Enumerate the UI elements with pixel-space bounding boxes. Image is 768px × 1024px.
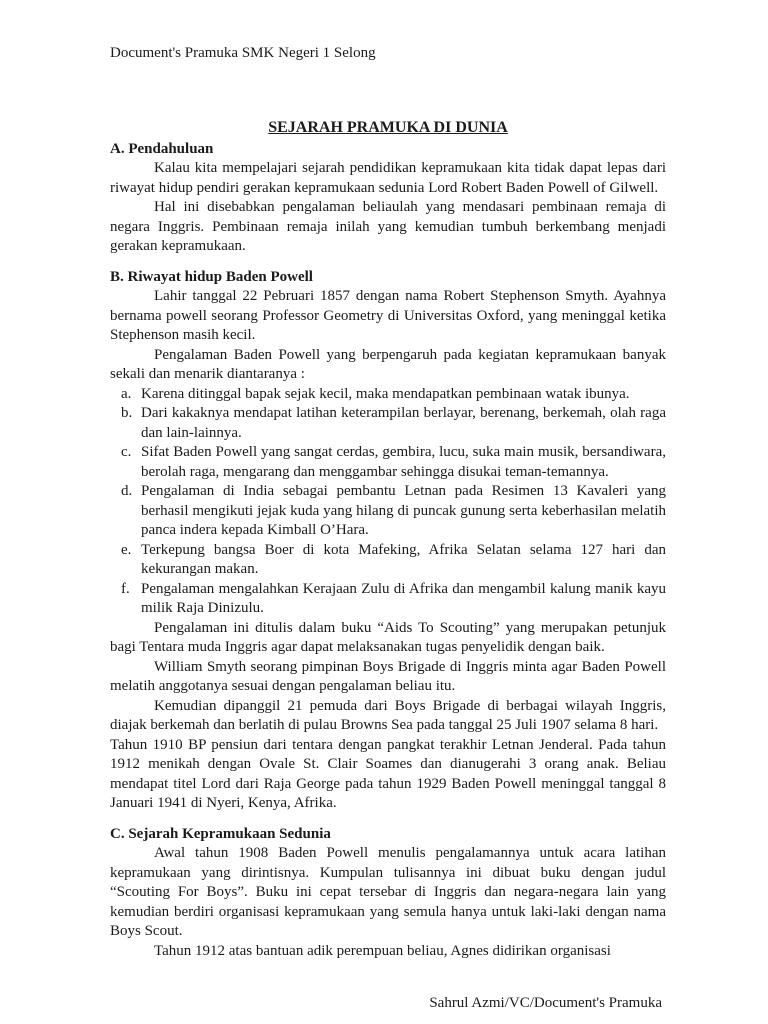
list-item-label: b. <box>121 405 133 421</box>
list-item-label: c. <box>121 444 132 460</box>
list-item <box>110 404 666 443</box>
experience-list <box>110 385 666 619</box>
list-item <box>110 482 666 541</box>
section-b-paragraph-1: Lahir tanggal 22 Pebruari 1857 dengan nama Robert Stephenson Smyth. Ayahnya bernama powell seorang Professor Geometry di Universitas Oxford, yang meninggal ketika Stephenson masih kecil. <box>110 288 666 343</box>
list-item-label: a. <box>121 385 132 402</box>
section-a-paragraph-1: Kalau kita mempelajari sejarah pendidikan kepramukaan kita tidak dapat lepas dari riwayat hidup pendiri gerakan kepramukaan sedunia Lord Robert Baden Powell of Gilwell. <box>110 160 666 196</box>
list-item <box>110 580 666 619</box>
page-footer: Sahrul Azmi/VC/Document's Pramuka <box>429 995 662 1011</box>
list-item-label: d. <box>121 483 133 499</box>
list-item-label: f. <box>121 580 130 597</box>
section-a-heading: A. Pendahuluan <box>110 140 214 157</box>
list-item-text: Pengalaman di India sebagai pembantu Letnan pada Resimen 13 Kavaleri yang berhasil mengikuti jejak kuda yang hilang di puncak gunung serta keberhasilan melatih panca indera kepada Kimball O’Hara. <box>141 483 666 538</box>
list-item-text: Sifat Baden Powell yang sangat cerdas, gembira, lucu, suka main musik, bersandiwara, berolah raga, mengarang dan menggambar sehingga disukai teman-temannya. <box>141 444 666 480</box>
section-b-paragraph-4: William Smyth seorang pimpinan Boys Brigade di Inggris minta agar Baden Powell melatih anggotanya sesuai dengan pengalaman beliau itu. <box>110 658 666 694</box>
section-b-paragraph-6: Tahun 1910 BP pensiun dari tentara dengan pangkat terakhir Letnan Jenderal. Pada tahun 1912 menikah dengan Ovale St. Clair Soames dan dianugerahi 3 orang anak. Beliau mendapat titel Lord dari Raja George pada tahun 1929 Baden Powell meninggal tanggal 8 Januari 1941 di Nyeri, Kenya, Afrika. <box>110 736 666 811</box>
page-header: Document's Pramuka SMK Negeri 1 Selong <box>110 45 376 61</box>
list-item <box>110 385 666 405</box>
list-item-label: e. <box>121 541 132 558</box>
section-c-paragraph-2: Tahun 1912 atas bantuan adik perempuan beliau, Agnes didirikan organisasi <box>154 942 611 959</box>
document-title: SEJARAH PRAMUKA DI DUNIA <box>268 119 508 136</box>
list-item-text: Karena ditinggal bapak sejak kecil, maka mendapatkan pembinaan watak ibunya. <box>141 385 630 402</box>
list-item <box>110 541 666 580</box>
list-item-text: Pengalaman mengalahkan Kerajaan Zulu di Afrika dan mengambil kalung manik kayu milik Raja Dinizulu. <box>141 580 666 616</box>
section-c-paragraph-1: Awal tahun 1908 Baden Powell menulis pengalamannya untuk acara latihan kepramukaan yang dirintisnya. Kumpulan tulisannya ini dibuat buku dengan judul “Scouting For Boys”. Buku ini cepat tersebar di Inggris dan negara-negara lain yang kemudian berdiri organisasi kepramukaan yang semula hanya untuk laki-laki dengan nama Boys Scout. <box>110 845 666 939</box>
section-b-paragraph-2: Pengalaman Baden Powell yang berpengaruh pada kegiatan kepramukaan banyak sekali dan menarik diantaranya : <box>110 346 666 382</box>
section-b-paragraph-5: Kemudian dipanggil 21 pemuda dari Boys Brigade di berbagai wilayah Inggris, diajak berkemah dan berlatih di pulau Browns Sea pada tanggal 25 Juli 1907 selama 8 hari. <box>110 697 666 733</box>
list-item-text: Dari kakaknya mendapat latihan keterampilan berlayar, berenang, berkemah, olah raga dan lain-lainnya. <box>141 405 666 441</box>
list-item <box>110 443 666 482</box>
section-b-heading: B. Riwayat hidup Baden Powell <box>110 268 313 285</box>
section-b-paragraph-3: Pengalaman ini ditulis dalam buku “Aids To Scouting” yang merupakan petunjuk bagi Tentara muda Inggris agar dapat melaksanakan tugas penyelidik dengan baik. <box>110 619 666 655</box>
document-content <box>110 118 666 961</box>
list-item-text: Terkepung bangsa Boer di kota Mafeking, Afrika Selatan selama 127 hari dan kekurangan makan. <box>141 541 666 577</box>
section-a-paragraph-2: Hal ini disebabkan pengalaman beliaulah yang mendasari pembinaan remaja di negara Inggris. Pembinaan remaja inilah yang kemudian tumbuh berkembang menjadi gerakan kepramukaan. <box>110 199 666 254</box>
section-c-heading: C. Sejarah Kepramukaan Sedunia <box>110 825 331 842</box>
